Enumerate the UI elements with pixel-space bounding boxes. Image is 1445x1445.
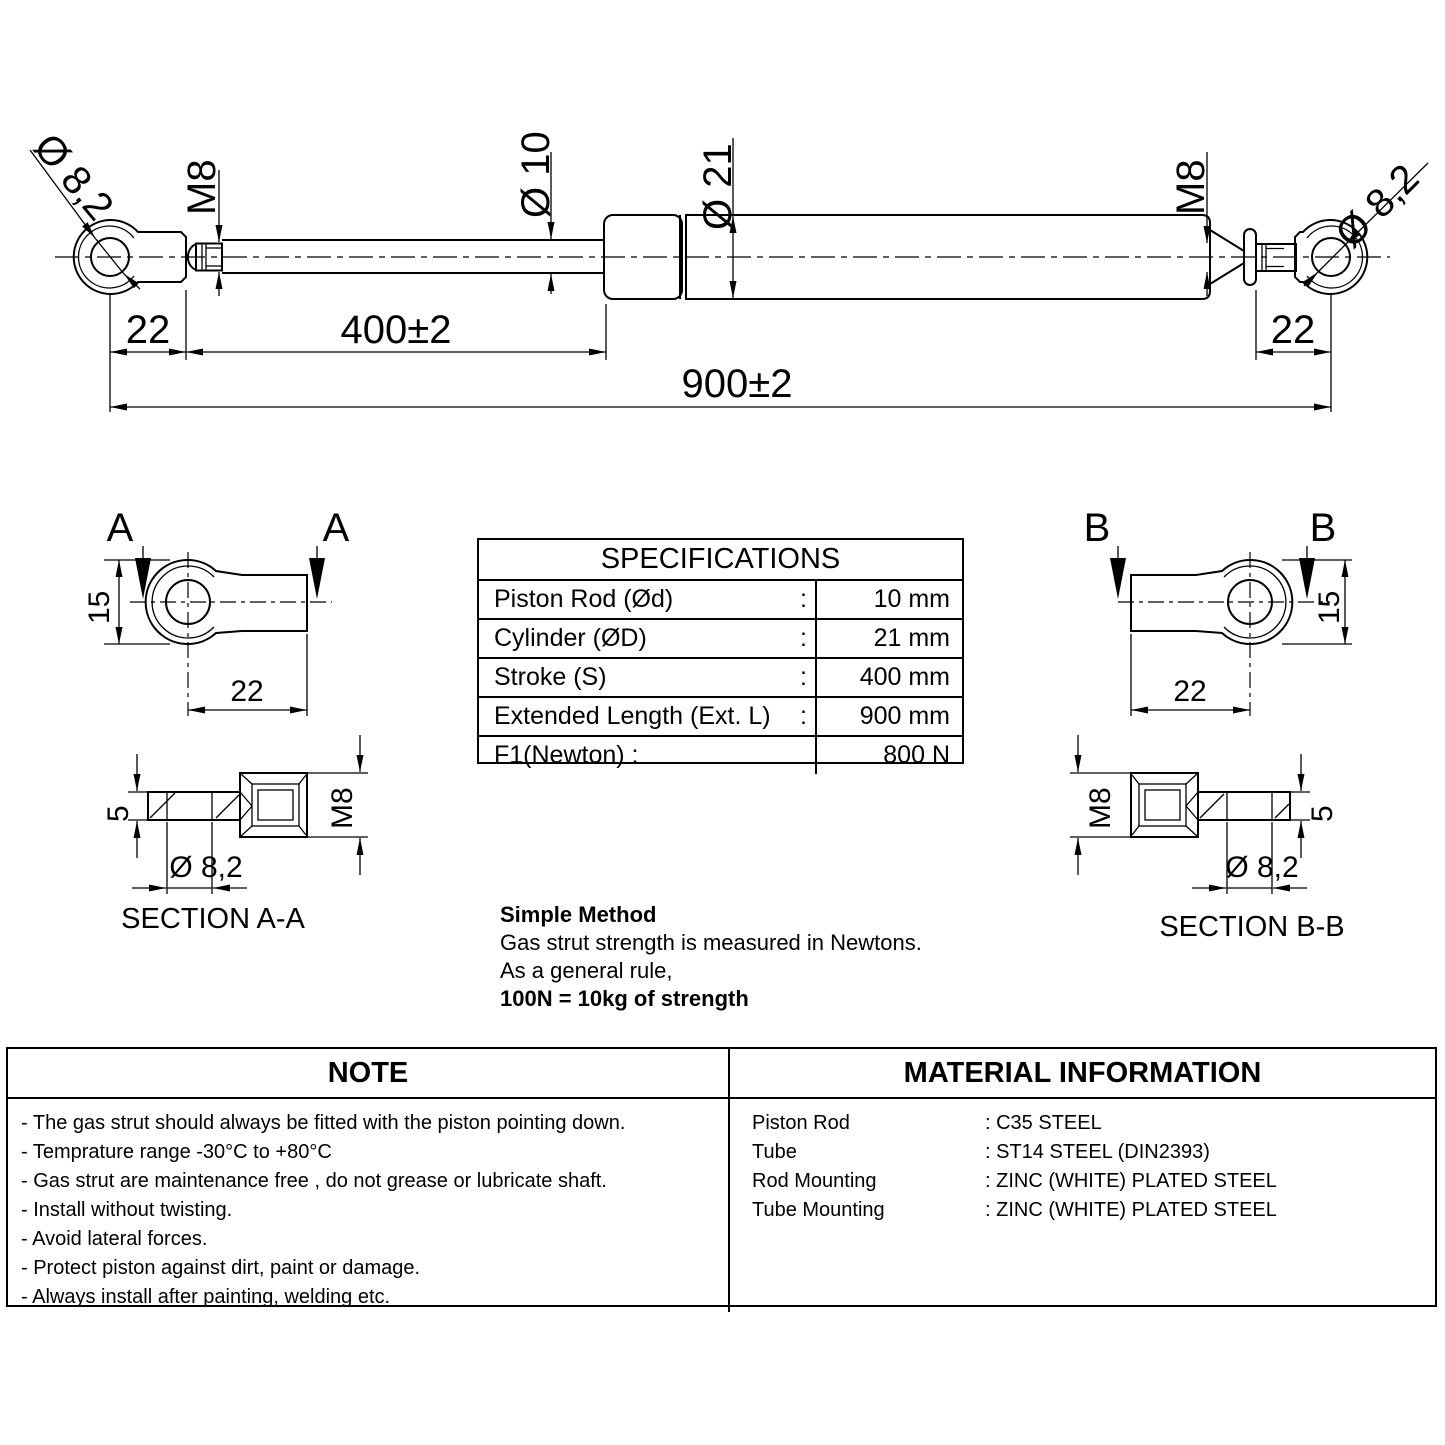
table-row <box>752 1196 1435 1225</box>
dim-hole-diameter: Ø 8,2 <box>169 851 243 884</box>
section-b-title: SECTION B-B <box>1159 911 1345 943</box>
material-header: MATERIAL INFORMATION <box>730 1049 1435 1099</box>
table-row <box>479 737 962 774</box>
view-a <box>83 506 350 716</box>
note-header: NOTE <box>8 1049 730 1099</box>
gas-strut-side-view <box>25 126 1428 412</box>
spec-value: 400 mm <box>859 663 950 691</box>
spec-label: Extended Length (Ext. L) <box>494 702 771 730</box>
list-item: - Protect piston against dirt, paint or damage. <box>21 1257 421 1279</box>
spec-colon: : <box>800 585 807 613</box>
spec-colon: : <box>800 663 807 691</box>
dim-label-left-thread: M8 <box>180 159 224 215</box>
simple-method-block <box>500 901 1020 1013</box>
material-label: Tube Mounting <box>752 1199 885 1221</box>
spec-value: 21 mm <box>873 624 950 652</box>
table-row <box>479 659 962 698</box>
spec-colon: : <box>800 702 807 730</box>
list-item: - Avoid lateral forces. <box>21 1228 208 1250</box>
dim-label-right-eye-diameter: Ø 8,2 <box>1327 156 1428 257</box>
dim-thread-size: M8 <box>326 787 359 829</box>
material-label: Tube <box>752 1141 797 1163</box>
section-marker-b-left: B <box>1083 506 1111 550</box>
dim-eye-width: 22 <box>230 675 264 708</box>
section-b-b <box>1070 735 1345 943</box>
list-item: - Install without twisting. <box>21 1199 233 1221</box>
material-label: Piston Rod <box>752 1112 850 1134</box>
table-row <box>752 1138 1435 1167</box>
material-value: : C35 STEEL <box>985 1112 1102 1134</box>
dim-plate-thickness: 5 <box>1306 805 1339 822</box>
cut-arrow-icon <box>1110 558 1126 599</box>
list-item: - The gas strut should always be fitted with the piston pointing down. <box>21 1112 626 1134</box>
section-a-a <box>102 735 368 935</box>
table-row <box>752 1109 1435 1138</box>
list-item: - Temprature range -30°C to +80°C <box>21 1141 332 1163</box>
simple-method-line: As a general rule, <box>500 958 673 983</box>
table-row <box>479 620 962 659</box>
material-value: : ST14 STEEL (DIN2393) <box>985 1141 1210 1163</box>
spec-value: 10 mm <box>873 585 950 613</box>
strut-length-dimensions <box>110 290 1331 412</box>
spec-label: Piston Rod (Ød) <box>494 585 674 613</box>
dim-label-right-thread: M8 <box>1169 159 1213 215</box>
dim-label-rod-diameter: Ø 10 <box>514 131 558 218</box>
note-material-table <box>6 1047 1437 1307</box>
table-row <box>479 581 962 620</box>
section-marker-a-left: A <box>106 506 134 550</box>
dim-plate-thickness: 5 <box>102 805 135 822</box>
section-marker-b-right: B <box>1309 506 1337 550</box>
simple-method-line: Gas strut strength is measured in Newtons. <box>500 930 922 955</box>
list-item: - Gas strut are maintenance free , do not grease or lubricate shaft. <box>21 1170 607 1192</box>
dim-right-eye-length: 22 <box>1270 308 1316 352</box>
simple-method-rule: 100N = 10kg of strength <box>500 986 749 1011</box>
spec-label: F1(Newton) : <box>494 741 639 769</box>
dim-label-cylinder-diameter: Ø 21 <box>696 143 740 230</box>
dim-stroke-length: 400±2 <box>340 308 452 352</box>
spec-value: 900 mm <box>859 702 950 730</box>
specifications-table <box>477 538 964 769</box>
material-value: : ZINC (WHITE) PLATED STEEL <box>985 1170 1277 1192</box>
dim-label-left-eye-diameter: Ø 8,2 <box>25 125 122 229</box>
dim-thread-size: M8 <box>1084 787 1117 829</box>
view-b <box>1084 506 1352 716</box>
material-label: Rod Mounting <box>752 1170 877 1192</box>
note-list <box>8 1099 730 1312</box>
simple-method-title: Simple Method <box>500 902 657 927</box>
table-row <box>752 1167 1435 1196</box>
material-list <box>730 1099 1435 1312</box>
dim-left-eye-length: 22 <box>125 308 171 352</box>
section-marker-a-right: A <box>322 506 350 550</box>
dim-extended-length: 900±2 <box>681 362 793 406</box>
spec-label: Stroke (S) <box>494 663 607 691</box>
dim-eye-height: 15 <box>1313 590 1346 624</box>
dim-hole-diameter: Ø 8,2 <box>1225 851 1299 884</box>
material-value: : ZINC (WHITE) PLATED STEEL <box>985 1199 1277 1221</box>
section-a-title: SECTION A-A <box>121 903 305 935</box>
list-item: - Always install after painting, welding etc. <box>21 1286 391 1308</box>
dim-eye-height: 15 <box>83 590 116 624</box>
specifications-title: SPECIFICATIONS <box>479 540 962 581</box>
spec-label: Cylinder (ØD) <box>494 624 647 652</box>
table-row <box>479 698 962 737</box>
dim-eye-width: 22 <box>1173 675 1207 708</box>
cut-arrow-icon <box>135 558 151 599</box>
spec-colon: : <box>800 624 807 652</box>
spec-value: 800 N <box>883 741 950 769</box>
cut-arrow-icon <box>309 558 325 599</box>
